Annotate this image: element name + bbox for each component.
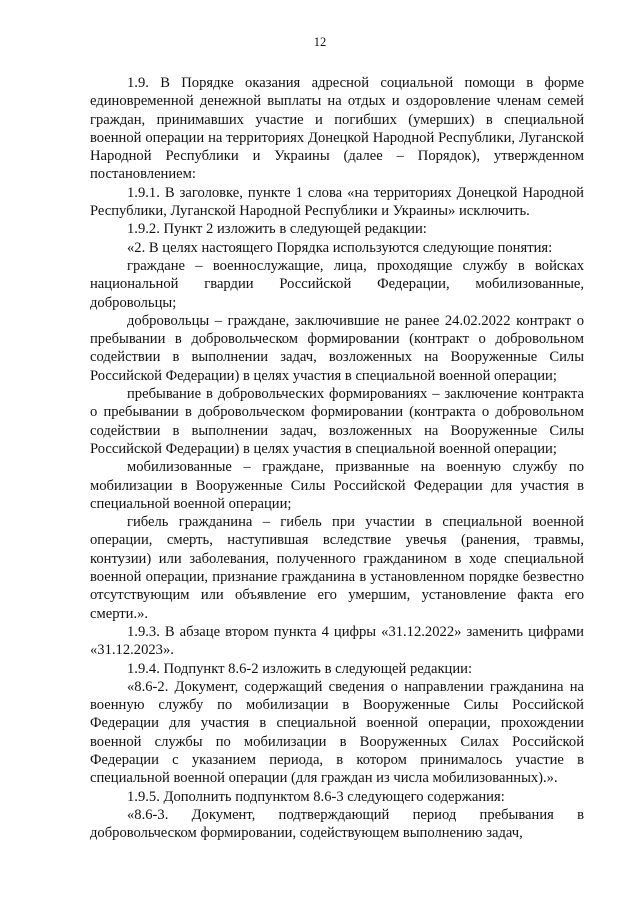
paragraph-1-9-3: 1.9.3. В абзаце втором пункта 4 цифры «31.12.2022» заменить цифрами «31.12.2023». xyxy=(90,623,584,659)
paragraph-1-9-5: 1.9.5. Дополнить подпунктом 8.6-3 следующего содержания: xyxy=(127,788,505,805)
definition-volunteers: добровольцы – граждане, заключившие не ранее 24.02.2022 контракт о пребывании в добровольческом формировании (контракт о добровольном содействии в выполнении задач, возложенных на Вооруженные Силы Российской Федерации) в целях участия в специальной военной операции; xyxy=(90,312,584,384)
paragraph-1-9-2: 1.9.2. Пункт 2 изложить в следующей редакции: xyxy=(127,221,427,238)
page-number: 12 xyxy=(313,35,327,49)
paragraph-1-9-1: 1.9.1. В заголовке, пункте 1 слова «на территориях Донецкой Народной Республики, Луганской Народной Республики и Украины» исключить. xyxy=(90,184,584,220)
definition-mobilized: мобилизованные – граждане, призванные на военную службу по мобилизации в Вооруженные Силы Российской Федерации для участия в специальной военной операции; xyxy=(90,459,584,512)
paragraph-8-6-2: «8.6-2. Документ, содержащий сведения о направлении гражданина на военную службу по мобилизации в Вооруженные Силы Российской Федерации для участия в специальной военной операции, прохождении военной службы по мобилизации в Вооруженных Силах Российской Федерации с указанием периода, в котором принималось участие в специальной военной операции (для граждан из числа мобилизованных).». xyxy=(90,678,584,787)
paragraph-8-6-3: «8.6-3. Документ, подтверждающий период пребывания в добровольческом формировании, содействующем выполнению задач, xyxy=(90,806,584,842)
definition-citizens: граждане – военнослужащие, лица, проходящие службу в войсках национальной гвардии Российской Федерации, мобилизованные, добровольцы; xyxy=(90,257,584,311)
paragraph-point-2-intro: «2. В целях настоящего Порядка используются следующие понятия: xyxy=(127,239,553,256)
definition-volunteer-service: пребывание в добровольческих формированиях – заключение контракта о пребывании в добровольческом формировании (контракта о добровольном содействии в выполнении задач, возложенных на Вооруженные Силы Российской Федерации) в целях участия в специальной военной операции; xyxy=(90,386,584,457)
definition-death: гибель гражданина – гибель при участии в специальной военной операции, смерть, наступившая вследствие увечья (ранения, травмы, контузии) или заболевания, полученного гражданином в ходе специальной военной операции, признание гражданина в установленном порядке безвестно отсутствующим или объявление его умершим, установление факта его смерти.». xyxy=(90,514,584,622)
paragraph-1-9-4: 1.9.4. Подпункт 8.6-2 изложить в следующей редакции: xyxy=(127,660,473,677)
paragraph-1-9: 1.9. В Порядке оказания адресной социальной помощи в форме единовременной денежной выплаты на отдых и оздоровление членам семей граждан, принимавших участие и погибших (умерших) в специальной военной операции на территориях Донецкой Народной Республики, Луганской Народной Республики и Украины (далее – Порядок), утвержденном постановлением: xyxy=(90,75,584,183)
document-body xyxy=(90,74,584,842)
